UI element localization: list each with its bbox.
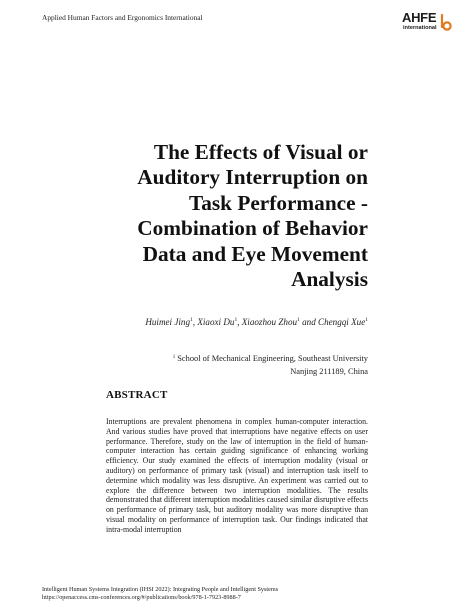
footer — [42, 586, 278, 601]
title-line: Combination of Behavior — [137, 216, 368, 241]
logo-mark-icon — [440, 12, 452, 32]
author-name: Huimei Jing — [145, 317, 191, 327]
logo-wordmark: AHFE — [402, 10, 437, 25]
affiliation-line: School of Mechanical Engineering, Southeast University — [177, 354, 368, 363]
author-separator: and — [299, 317, 319, 327]
author-affiliation-marker: 1 — [297, 317, 300, 323]
paper-title — [38, 140, 368, 292]
author-separator: , — [192, 317, 198, 327]
abstract-body: Interruptions are prevalent phenomena in complex human-computer interaction. And various studies have proved that interruptions have negative effects on user performance. Therefore, study on the law of interruption in the field of human-computer interaction has certain guiding significance of enhancing working efficiency. Our study examined the effects of interruption modality (visual or auditory) on performance of primary task (visual) and interruption task itself to determine which modality was less disruptive. An experiment was carried out to explore the difference between two interruption modalities. The results demonstrated that different interruption modalities caused similar disruptive effects on performance of primary task, but auditory modality was more disruptive than visual modality on performance of interruption task. Our findings indicated that intra-modal interruption — [106, 417, 368, 534]
title-line: Auditory Interruption on — [137, 165, 368, 190]
title-line: Analysis — [291, 267, 368, 292]
abstract-heading: ABSTRACT — [106, 389, 168, 401]
footer-proceedings: Intelligent Human Systems Integration (IHSI 2022): Integrating People and Intelligent Systems — [42, 586, 279, 593]
running-head: Applied Human Factors and Ergonomics International — [42, 13, 203, 22]
author-name: Chengqi Xue — [318, 317, 366, 327]
ahfe-logo — [402, 11, 452, 37]
affiliation-line: Nanjing 211189, China — [290, 366, 368, 376]
affiliation — [38, 353, 368, 378]
affiliation-marker: 1 — [172, 355, 176, 360]
author-affiliation-marker: 1 — [365, 317, 368, 323]
footer-url-link[interactable]: https://openaccess.cms-conferences.org/#/publications/book/978-1-7923-8988-7 — [42, 593, 241, 601]
author-name: Xiaozhou Zhou — [241, 317, 298, 327]
author-affiliation-marker: 1 — [190, 317, 193, 323]
author-separator: , — [237, 317, 242, 327]
author-name: Xiaoxi Du — [197, 317, 235, 327]
title-line: The Effects of Visual or — [153, 140, 368, 164]
author-affiliation-marker: 1 — [234, 317, 238, 323]
title-line: Data and Eye Movement — [142, 241, 368, 266]
logo-subtext: international — [403, 25, 437, 31]
author-list — [38, 317, 368, 327]
title-line: Task Performance - — [188, 190, 368, 215]
